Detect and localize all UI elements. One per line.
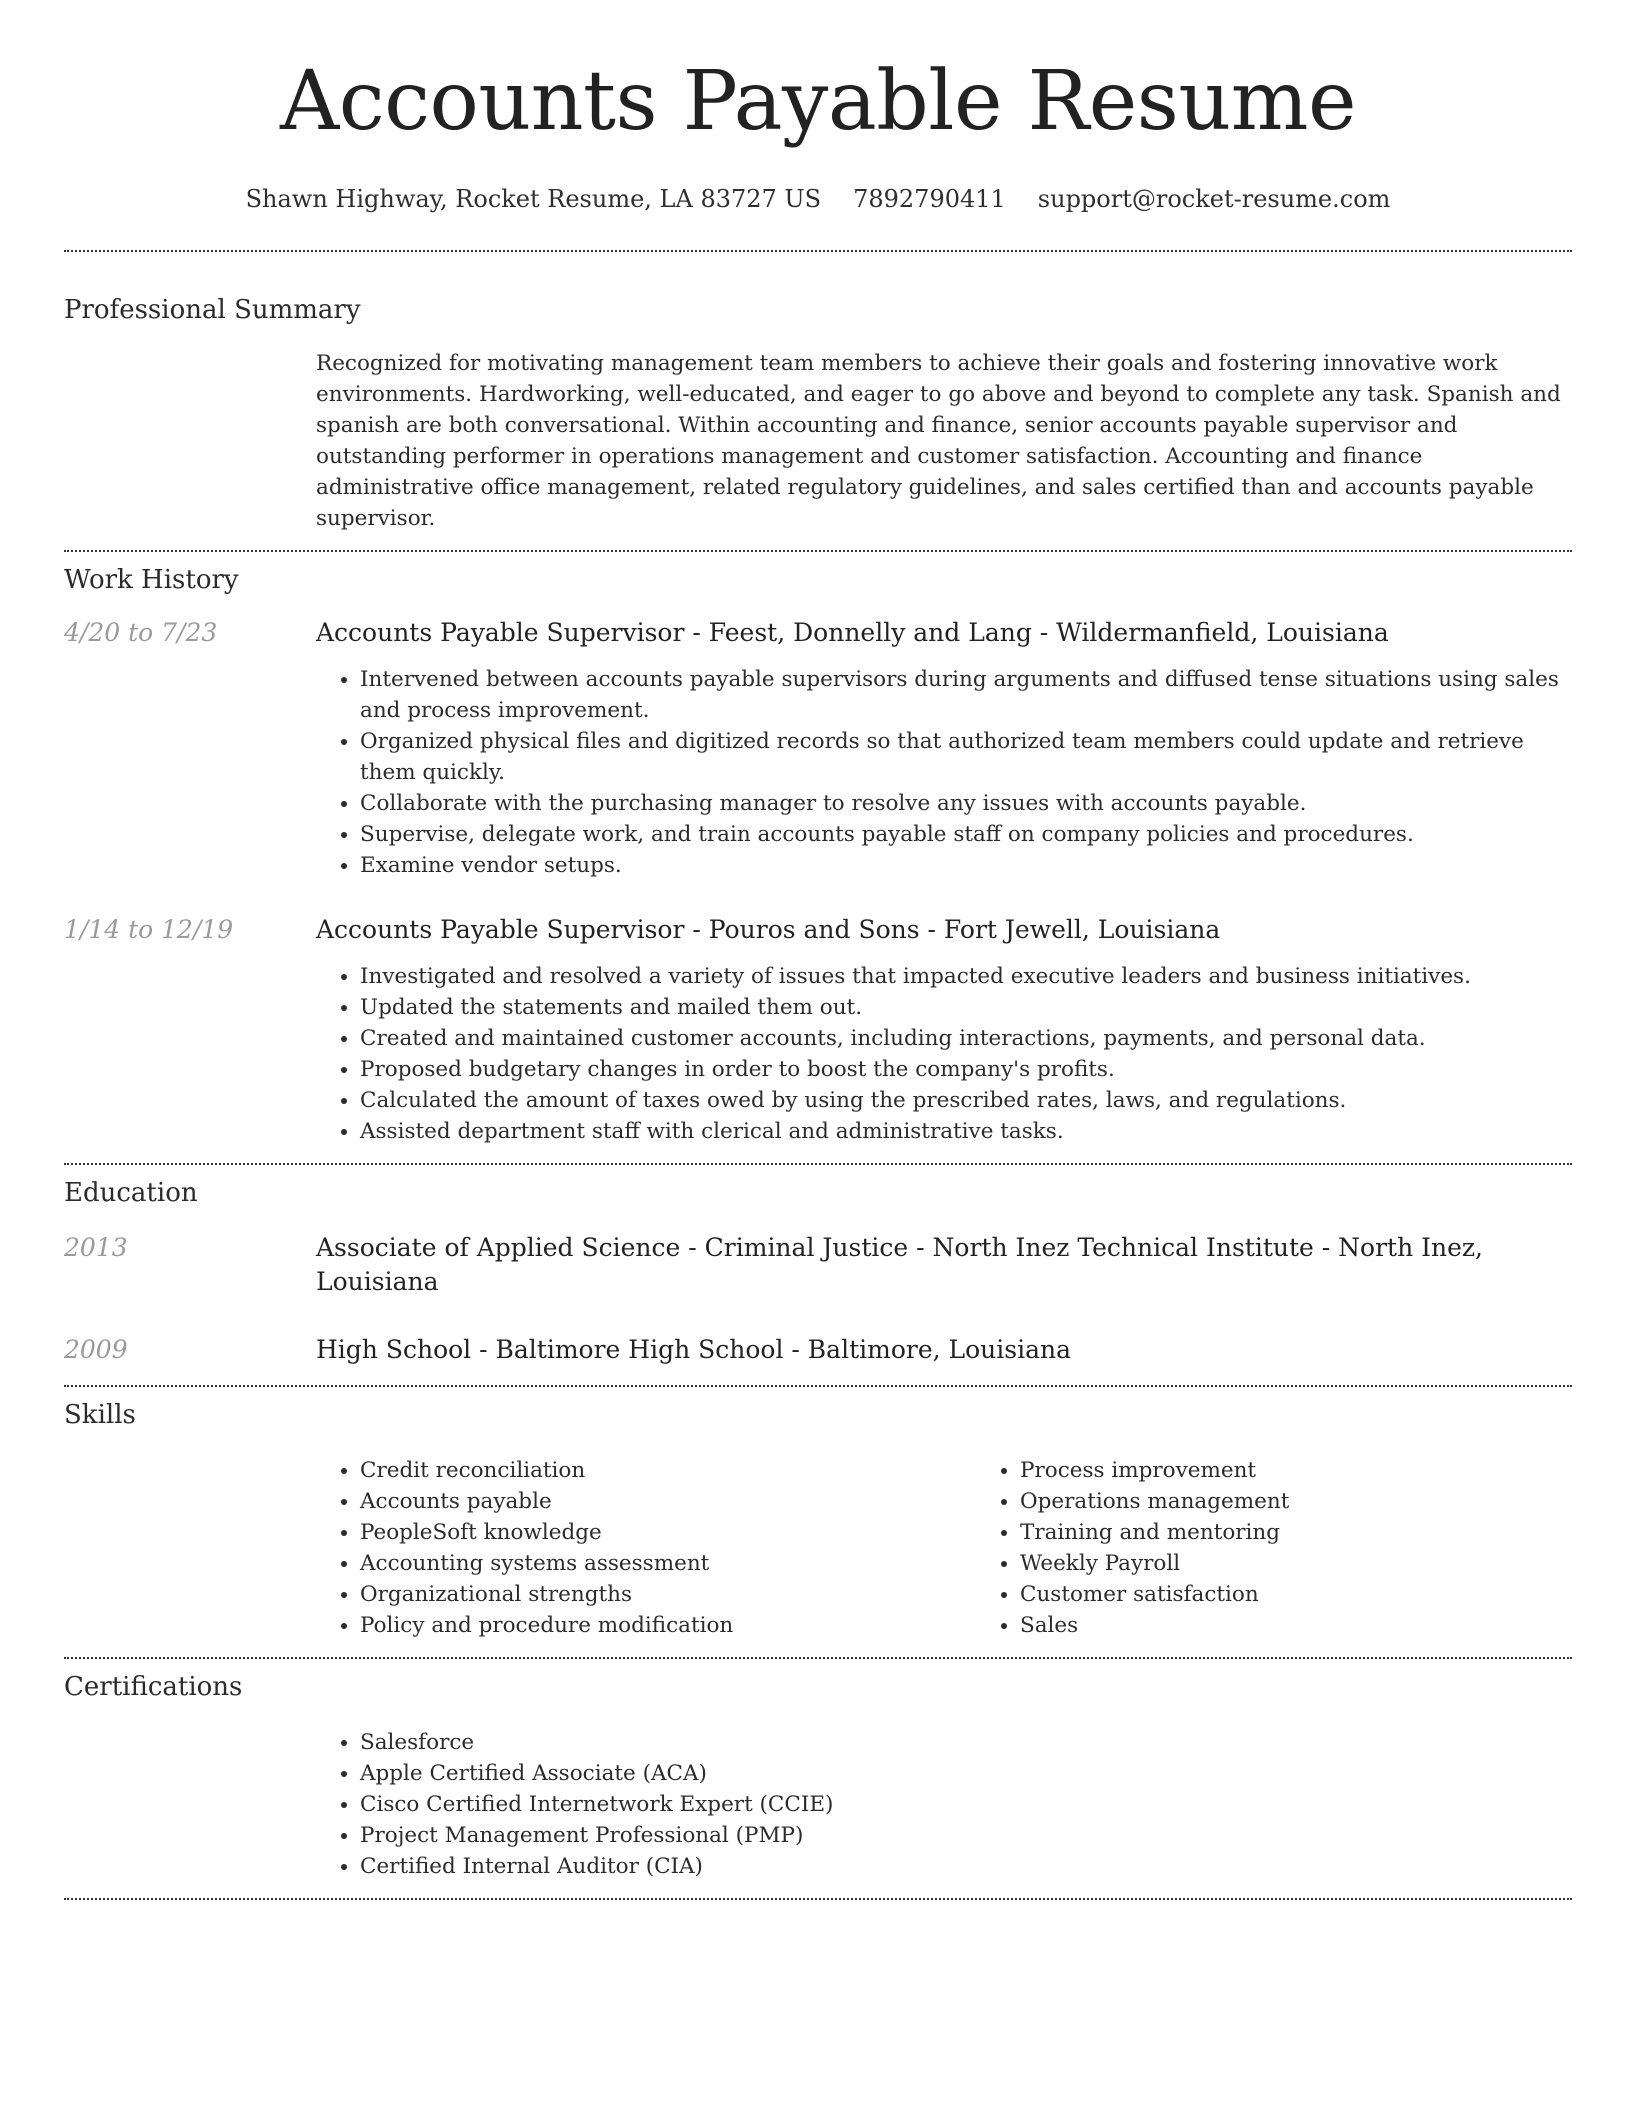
list-item: • Apple Certified Associate (ACA): [360, 1758, 1572, 1789]
list-item: • Certified Internal Auditor (CIA): [360, 1851, 1572, 1882]
section-heading-skills: Skills: [64, 1400, 136, 1430]
divider: [64, 1657, 1572, 1659]
education-entry: [64, 1231, 1572, 1299]
divider: [64, 1163, 1572, 1165]
job-employer: - Pouros and Sons - Fort Jewell, Louisiana: [684, 915, 1221, 944]
education-section: [64, 1177, 1572, 1367]
job-dates: 1/14 to 12/19: [64, 915, 234, 944]
list-item: • Assisted department staff with clerical and administrative tasks.: [360, 1116, 1572, 1147]
list-item: • Intervened between accounts payable supervisors during arguments and diffused tense situations using sales and process improvement.: [360, 664, 1572, 726]
job-title: Accounts Payable Supervisor: [316, 618, 685, 647]
list-item: • Examine vendor setups.: [360, 850, 1572, 881]
list-item: • Customer satisfaction: [1020, 1579, 1632, 1610]
list-item: • Credit reconciliation: [360, 1455, 976, 1486]
section-heading-work: Work History: [64, 565, 239, 595]
summary-section: [64, 294, 1572, 534]
skills-list-right: [976, 1455, 1632, 1641]
job-heading: [316, 616, 1572, 650]
section-heading-certifications: Certifications: [64, 1672, 243, 1702]
list-item: • Investigated and resolved a variety of issues that impacted executive leaders and business initiatives.: [360, 961, 1572, 992]
list-item: • Cisco Certified Internetwork Expert (CCIE): [360, 1789, 1572, 1820]
list-item: • Organizational strengths: [360, 1579, 976, 1610]
list-item: • Weekly Payroll: [1020, 1548, 1632, 1579]
divider: [64, 1385, 1572, 1387]
list-item: • Updated the statements and mailed them out.: [360, 992, 1572, 1023]
list-item: • Project Management Professional (PMP): [360, 1820, 1572, 1851]
list-item: • Process improvement: [1020, 1455, 1632, 1486]
list-item: • Accounts payable: [360, 1486, 976, 1517]
education-year: 2009: [64, 1335, 128, 1364]
job-dates: 4/20 to 7/23: [64, 618, 218, 647]
list-item: • Operations management: [1020, 1486, 1632, 1517]
summary-text: Recognized for motivating management team members to achieve their goals and fostering innovative work environments. Hardworking, well-educated, and eager to go above and beyond to complete any task. Spanish and spanish are both conversational. Within accounting and finance, senior accounts payable supervisor and outstanding performer in operations management and customer satisfaction. Accounting and finance administrative office management, related regulatory guidelines, and sales certified than and accounts payable supervisor.: [316, 351, 1561, 531]
list-item: • Collaborate with the purchasing manager to resolve any issues with accounts payable.: [360, 788, 1572, 819]
list-item: • PeopleSoft knowledge: [360, 1517, 976, 1548]
job-entry: [64, 616, 1572, 881]
divider: [64, 250, 1572, 252]
job-title: Accounts Payable Supervisor: [316, 915, 685, 944]
job-heading: [316, 913, 1572, 947]
list-item: • Proposed budgetary changes in order to boost the company's profits.: [360, 1054, 1572, 1085]
certifications-list: [316, 1727, 1572, 1882]
education-school: - North Inez Technical Institute - North Inez, Louisiana: [316, 1233, 1484, 1296]
education-year: 2013: [64, 1233, 128, 1262]
job-entry: [64, 913, 1572, 1147]
list-item: • Accounting systems assessment: [360, 1548, 976, 1579]
list-item: • Organized physical files and digitized records so that authorized team members could update and retrieve them quickly.: [360, 726, 1572, 788]
divider: [64, 550, 1572, 552]
education-school: - Baltimore High School - Baltimore, Louisiana: [471, 1335, 1072, 1364]
contact-email: support@rocket-resume.com: [1037, 185, 1391, 213]
contact-phone: 7892790411: [853, 185, 1006, 213]
list-item: • Training and mentoring: [1020, 1517, 1632, 1548]
list-item: • Salesforce: [360, 1727, 1572, 1758]
work-history-section: [64, 564, 1572, 1147]
list-item: • Created and maintained customer accounts, including interactions, payments, and personal data.: [360, 1023, 1572, 1054]
certifications-section: [64, 1671, 1572, 1882]
job-bullets: [316, 664, 1572, 881]
list-item: • Sales: [1020, 1610, 1632, 1641]
education-heading: [316, 1333, 1572, 1367]
list-item: • Supervise, delegate work, and train accounts payable staff on company policies and procedures.: [360, 819, 1572, 850]
contact-address: Shawn Highway, Rocket Resume, LA 83727 US: [245, 185, 822, 213]
resume-page: [64, 0, 1572, 1900]
list-item: • Policy and procedure modification: [360, 1610, 976, 1641]
contact-line: [64, 184, 1572, 214]
skills-section: [64, 1399, 1572, 1641]
list-item: • Calculated the amount of taxes owed by using the prescribed rates, laws, and regulations.: [360, 1085, 1572, 1116]
section-heading-education: Education: [64, 1178, 198, 1208]
skills-list-left: [316, 1455, 976, 1641]
page-title: Accounts Payable Resume: [279, 54, 1356, 149]
section-heading-summary: Professional Summary: [64, 295, 361, 325]
education-degree: Associate of Applied Science - Criminal Justice: [316, 1233, 909, 1262]
education-degree: High School: [316, 1335, 472, 1364]
job-employer: - Feest, Donnelly and Lang - Wildermanfield, Louisiana: [684, 618, 1389, 647]
education-heading: [316, 1231, 1572, 1299]
divider: [64, 1898, 1572, 1900]
job-bullets: [316, 961, 1572, 1147]
education-entry: [64, 1333, 1572, 1367]
